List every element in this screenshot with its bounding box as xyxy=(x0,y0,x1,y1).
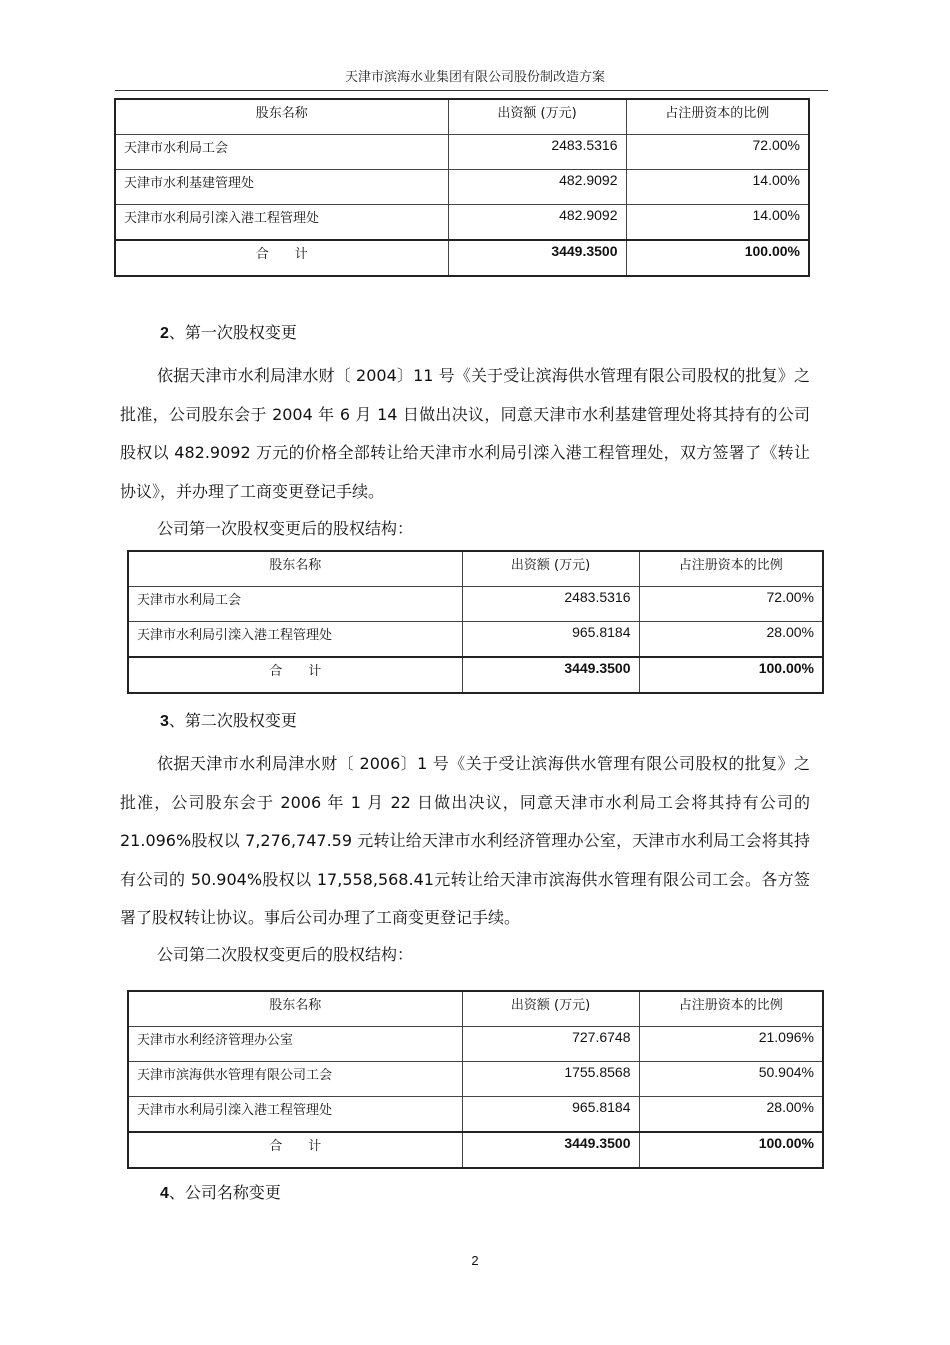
column-header: 出资额 (万元) xyxy=(462,551,639,587)
capital-amount: 2483.5316 xyxy=(462,587,639,622)
column-header: 占注册资本的比例 xyxy=(626,99,809,135)
section-number: 3 xyxy=(160,713,169,730)
column-header: 占注册资本的比例 xyxy=(639,991,823,1027)
total-amount: 3449.3500 xyxy=(462,657,639,693)
capital-amount: 965.8184 xyxy=(462,1097,639,1133)
section-2-paragraph: 依据天津市水利局津水财〔 2004〕11 号《关于受让滨海供水管理有限公司股权的批复》之批准，公司股东会于 2004 年 6 月 14 日做出决议，同意天津市水利基建管理处将其持有的公司股权以 482.9092 万元的价格全部转让给天津市水利局引滦入港工程管理处，双方签署了《转让协议》，并办理了工商变更登记手续。 xyxy=(120,366,810,501)
section-title: 、第一次股权变更 xyxy=(168,323,297,342)
capital-amount: 2483.5316 xyxy=(448,135,626,170)
table-row xyxy=(128,622,823,658)
section-heading-2 xyxy=(160,320,297,343)
table-row xyxy=(128,1062,823,1097)
structure-intro-2: 公司第二次股权变更后的股权结构： xyxy=(157,945,414,964)
section-heading-3 xyxy=(160,708,297,731)
capital-amount: 965.8184 xyxy=(462,622,639,658)
capital-ratio: 14.00% xyxy=(626,205,809,241)
column-header: 股东名称 xyxy=(128,551,462,587)
table-row xyxy=(115,205,809,241)
shareholder-name: 天津市水利局引滦入港工程管理处 xyxy=(128,622,462,658)
column-header: 出资额 (万元) xyxy=(448,99,626,135)
shareholder-name: 天津市水利局引滦入港工程管理处 xyxy=(128,1097,462,1133)
column-header: 占注册资本的比例 xyxy=(639,551,823,587)
total-ratio: 100.00% xyxy=(639,1132,823,1168)
shareholder-name: 天津市水利局工会 xyxy=(115,135,448,170)
capital-amount: 727.6748 xyxy=(462,1027,639,1062)
capital-ratio: 21.096% xyxy=(639,1027,823,1062)
second-change-equity-table xyxy=(127,990,824,1169)
capital-ratio: 72.00% xyxy=(639,587,823,622)
section-heading-4 xyxy=(160,1180,281,1203)
page-number: 2 xyxy=(471,1253,479,1268)
total-ratio: 100.00% xyxy=(639,657,823,693)
column-header: 股东名称 xyxy=(115,99,448,135)
structure-intro-1: 公司第一次股权变更后的股权结构： xyxy=(157,519,414,538)
table-total-row xyxy=(115,240,809,276)
total-ratio: 100.00% xyxy=(626,240,809,276)
table-total-row xyxy=(128,657,823,693)
table-row xyxy=(115,135,809,170)
shareholder-name: 天津市水利局工会 xyxy=(128,587,462,622)
table-header-row xyxy=(115,99,809,135)
section-3-paragraph: 依据天津市水利局津水财〔 2006〕1 号《关于受让滨海供水管理有限公司股权的批复》之批准，公司股东会于 2006 年 1 月 22 日做出决议，同意天津市水利局工会将其持有公司的 21.096%股权以 7,276,747.59 元转让给天津市水利经济管理办公室，天津市水利局工会将其持有公司的 50.904%股权以 17,558,568.41元转让给天津市滨海供水管理有限公司工会。各方签署了股权转让协议。事后公司办理了工商变更登记手续。 xyxy=(120,754,810,927)
capital-amount: 1755.8568 xyxy=(462,1062,639,1097)
section-title: 、公司名称变更 xyxy=(168,1183,281,1202)
total-label: 合 计 xyxy=(115,240,448,276)
section-number: 4 xyxy=(160,1185,169,1202)
capital-ratio: 50.904% xyxy=(639,1062,823,1097)
total-amount: 3449.3500 xyxy=(448,240,626,276)
total-label: 合 计 xyxy=(128,1132,462,1168)
column-header: 股东名称 xyxy=(128,991,462,1027)
table-row xyxy=(128,587,823,622)
column-header: 出资额 (万元) xyxy=(462,991,639,1027)
capital-amount: 482.9092 xyxy=(448,205,626,241)
section-number: 2 xyxy=(160,325,169,342)
header-rule xyxy=(115,90,828,91)
table-header-row xyxy=(128,551,823,587)
capital-amount: 482.9092 xyxy=(448,170,626,205)
table-total-row xyxy=(128,1132,823,1168)
shareholder-name: 天津市滨海供水管理有限公司工会 xyxy=(128,1062,462,1097)
initial-equity-table xyxy=(114,98,810,277)
table-row xyxy=(128,1097,823,1133)
section-title: 、第二次股权变更 xyxy=(168,711,297,730)
capital-ratio: 72.00% xyxy=(626,135,809,170)
capital-ratio: 28.00% xyxy=(639,1097,823,1133)
first-change-equity-table xyxy=(127,550,824,694)
capital-ratio: 28.00% xyxy=(639,622,823,658)
shareholder-name: 天津市水利局引滦入港工程管理处 xyxy=(115,205,448,241)
table-row xyxy=(128,1027,823,1062)
total-amount: 3449.3500 xyxy=(462,1132,639,1168)
shareholder-name: 天津市水利经济管理办公室 xyxy=(128,1027,462,1062)
shareholder-name: 天津市水利基建管理处 xyxy=(115,170,448,205)
capital-ratio: 14.00% xyxy=(626,170,809,205)
table-header-row xyxy=(128,991,823,1027)
table-row xyxy=(115,170,809,205)
page-header-title: 天津市滨海水业集团有限公司股份制改造方案 xyxy=(344,70,605,85)
total-label: 合 计 xyxy=(128,657,462,693)
